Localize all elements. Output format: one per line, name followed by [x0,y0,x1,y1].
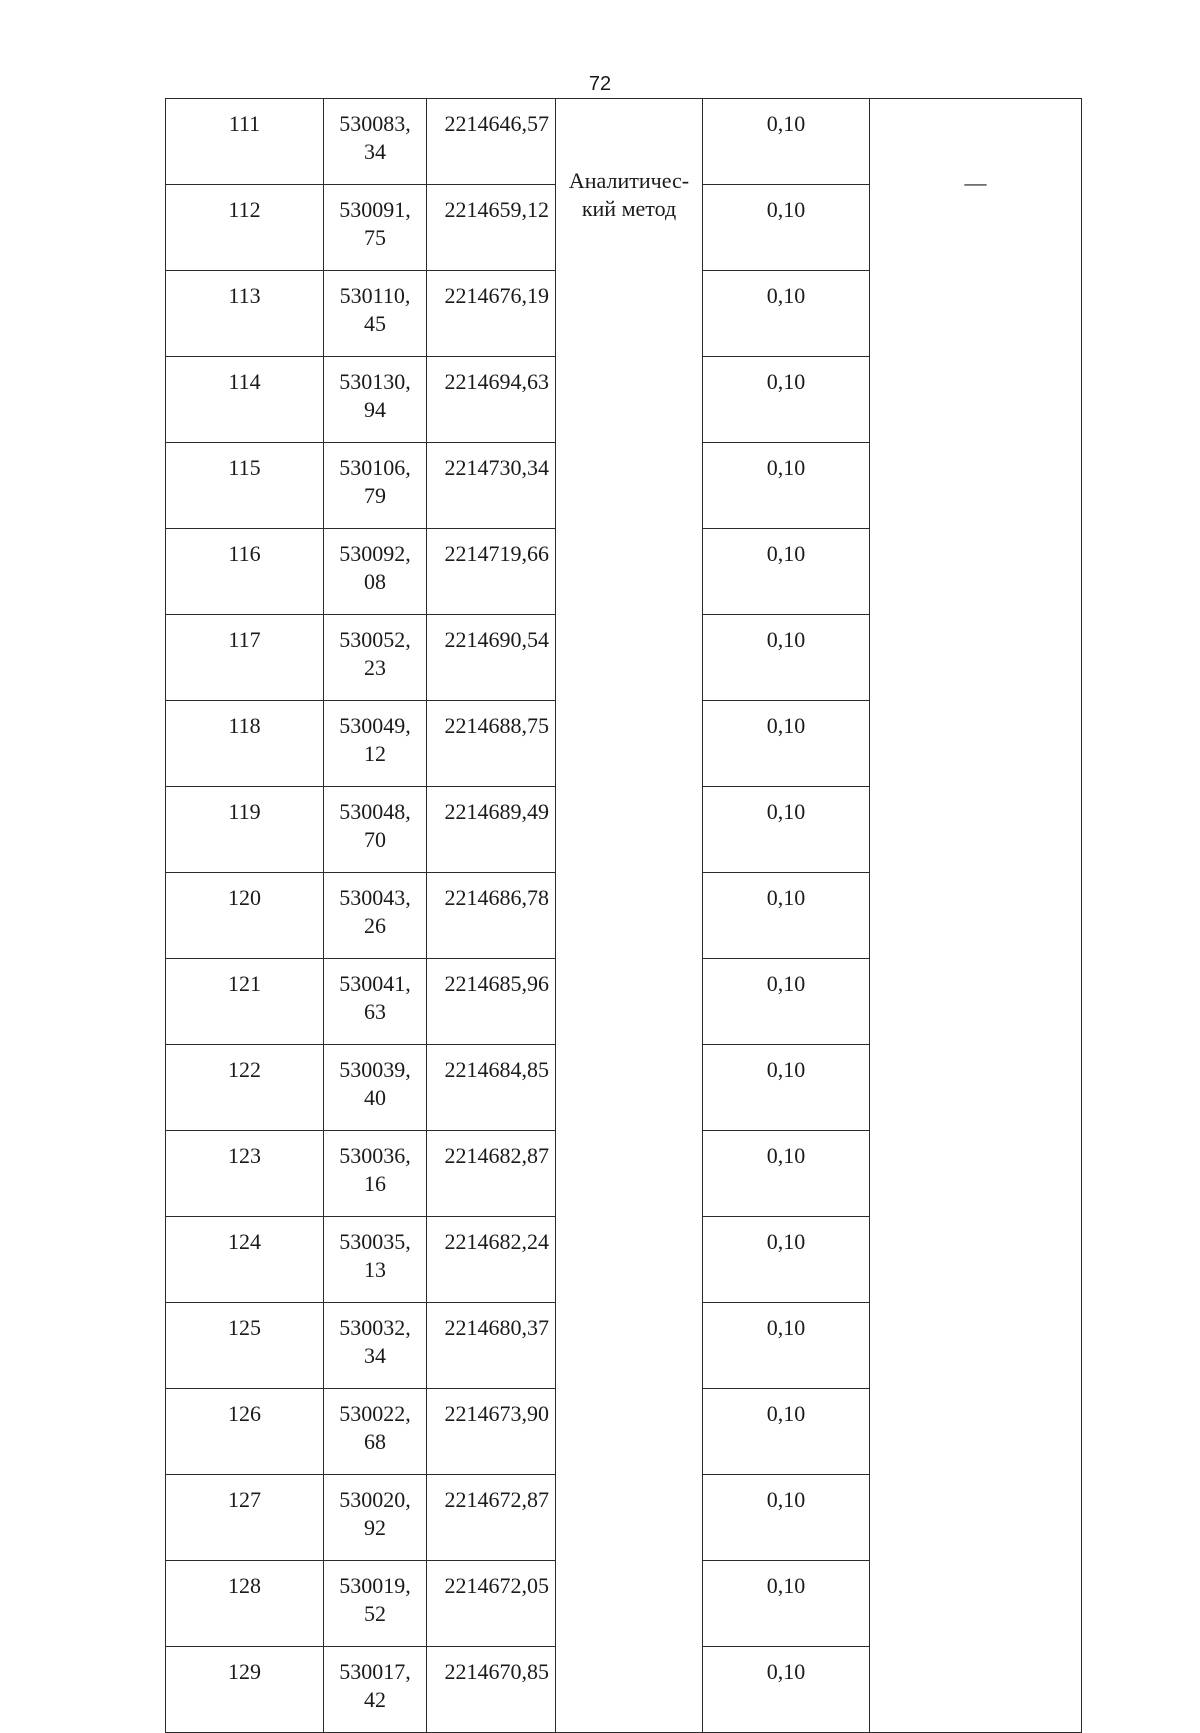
point-number-cell: 129 [166,1647,324,1733]
accuracy-cell: 0,10 [703,1045,870,1131]
x-coordinate-cell [324,1389,427,1475]
x-coordinate-decimal: 23 [364,655,386,680]
y-coordinate-cell: 2214719,66 [427,529,556,615]
y-coordinate-cell: 2214730,34 [427,443,556,529]
x-coordinate-integer: 530022, [339,1401,411,1426]
x-coordinate-cell [324,873,427,959]
x-coordinate-decimal: 34 [364,139,386,164]
x-coordinate-integer: 530052, [339,627,411,652]
table-row [166,99,1082,185]
accuracy-cell: 0,10 [703,1561,870,1647]
x-coordinate-cell [324,271,427,357]
x-coordinate-integer: 530091, [339,197,411,222]
accuracy-cell: 0,10 [703,271,870,357]
point-number-cell: 124 [166,1217,324,1303]
description-cell: — [870,99,1082,1733]
method-line-2: кий метод [581,196,677,221]
x-coordinate-cell [324,99,427,185]
x-coordinate-integer: 530083, [339,111,411,136]
accuracy-cell: 0,10 [703,185,870,271]
point-number-cell: 128 [166,1561,324,1647]
y-coordinate-cell: 2214672,87 [427,1475,556,1561]
accuracy-cell: 0,10 [703,443,870,529]
y-coordinate-cell: 2214682,87 [427,1131,556,1217]
accuracy-cell: 0,10 [703,529,870,615]
y-coordinate-cell: 2214680,37 [427,1303,556,1389]
x-coordinate-cell [324,1647,427,1733]
y-coordinate-cell: 2214676,19 [427,271,556,357]
x-coordinate-decimal: 63 [364,999,386,1024]
y-coordinate-cell: 2214690,54 [427,615,556,701]
accuracy-cell: 0,10 [703,1475,870,1561]
y-coordinate-cell: 2214694,63 [427,357,556,443]
x-coordinate-integer: 530048, [339,799,411,824]
x-coordinate-decimal: 12 [364,741,386,766]
x-coordinate-integer: 530106, [339,455,411,480]
accuracy-cell: 0,10 [703,1647,870,1733]
accuracy-cell: 0,10 [703,787,870,873]
x-coordinate-cell [324,1561,427,1647]
y-coordinate-cell: 2214688,75 [427,701,556,787]
point-number-cell: 111 [166,99,324,185]
x-coordinate-cell [324,1475,427,1561]
x-coordinate-integer: 530041, [339,971,411,996]
y-coordinate-cell: 2214684,85 [427,1045,556,1131]
point-number-cell: 114 [166,357,324,443]
x-coordinate-decimal: 94 [364,397,386,422]
x-coordinate-decimal: 52 [364,1601,386,1626]
x-coordinate-decimal: 34 [364,1343,386,1368]
x-coordinate-integer: 530049, [339,713,411,738]
point-number-cell: 112 [166,185,324,271]
point-number-cell: 126 [166,1389,324,1475]
x-coordinate-decimal: 13 [364,1257,386,1282]
x-coordinate-cell [324,1217,427,1303]
x-coordinate-integer: 530019, [339,1573,411,1598]
x-coordinate-integer: 530035, [339,1229,411,1254]
x-coordinate-decimal: 16 [364,1171,386,1196]
accuracy-cell: 0,10 [703,873,870,959]
x-coordinate-cell [324,529,427,615]
x-coordinate-cell [324,615,427,701]
x-coordinate-cell [324,1131,427,1217]
x-coordinate-integer: 530110, [339,283,411,308]
method-line-1: Аналитичес- [568,168,690,193]
x-coordinate-cell [324,443,427,529]
accuracy-cell: 0,10 [703,615,870,701]
point-number-cell: 125 [166,1303,324,1389]
x-coordinate-integer: 530032, [339,1315,411,1340]
x-coordinate-decimal: 92 [364,1515,386,1540]
x-coordinate-cell [324,1303,427,1389]
point-number-cell: 120 [166,873,324,959]
page-number: 72 [588,73,612,95]
coordinates-table [165,98,1082,1733]
point-number-cell: 115 [166,443,324,529]
y-coordinate-cell: 2214659,12 [427,185,556,271]
y-coordinate-cell: 2214682,24 [427,1217,556,1303]
accuracy-cell: 0,10 [703,357,870,443]
point-number-cell: 121 [166,959,324,1045]
x-coordinate-decimal: 40 [364,1085,386,1110]
x-coordinate-integer: 530017, [339,1659,411,1684]
x-coordinate-decimal: 26 [364,913,386,938]
x-coordinate-cell [324,185,427,271]
accuracy-cell: 0,10 [703,701,870,787]
y-coordinate-cell: 2214685,96 [427,959,556,1045]
x-coordinate-decimal: 70 [364,827,386,852]
y-coordinate-cell: 2214673,90 [427,1389,556,1475]
accuracy-cell: 0,10 [703,99,870,185]
accuracy-cell: 0,10 [703,1217,870,1303]
x-coordinate-decimal: 08 [364,569,386,594]
y-coordinate-cell: 2214686,78 [427,873,556,959]
x-coordinate-decimal: 68 [364,1429,386,1454]
accuracy-cell: 0,10 [703,1303,870,1389]
x-coordinate-decimal: 75 [364,225,386,250]
point-number-cell: 116 [166,529,324,615]
x-coordinate-integer: 530092, [339,541,411,566]
y-coordinate-cell: 2214689,49 [427,787,556,873]
point-number-cell: 123 [166,1131,324,1217]
coordinates-table-body [166,99,1082,1733]
point-number-cell: 119 [166,787,324,873]
method-cell [556,99,703,1733]
x-coordinate-decimal: 45 [364,311,386,336]
accuracy-cell: 0,10 [703,959,870,1045]
y-coordinate-cell: 2214646,57 [427,99,556,185]
accuracy-cell: 0,10 [703,1389,870,1475]
x-coordinate-integer: 530036, [339,1143,411,1168]
point-number-cell: 122 [166,1045,324,1131]
y-coordinate-cell: 2214670,85 [427,1647,556,1733]
point-number-cell: 113 [166,271,324,357]
point-number-cell: 117 [166,615,324,701]
x-coordinate-decimal: 79 [364,483,386,508]
x-coordinate-cell [324,959,427,1045]
point-number-cell: 127 [166,1475,324,1561]
x-coordinate-decimal: 42 [364,1687,386,1712]
accuracy-cell: 0,10 [703,1131,870,1217]
x-coordinate-cell [324,701,427,787]
x-coordinate-cell [324,1045,427,1131]
x-coordinate-integer: 530130, [339,369,411,394]
x-coordinate-cell [324,787,427,873]
y-coordinate-cell: 2214672,05 [427,1561,556,1647]
x-coordinate-cell [324,357,427,443]
point-number-cell: 118 [166,701,324,787]
x-coordinate-integer: 530039, [339,1057,411,1082]
x-coordinate-integer: 530020, [339,1487,411,1512]
x-coordinate-integer: 530043, [339,885,411,910]
